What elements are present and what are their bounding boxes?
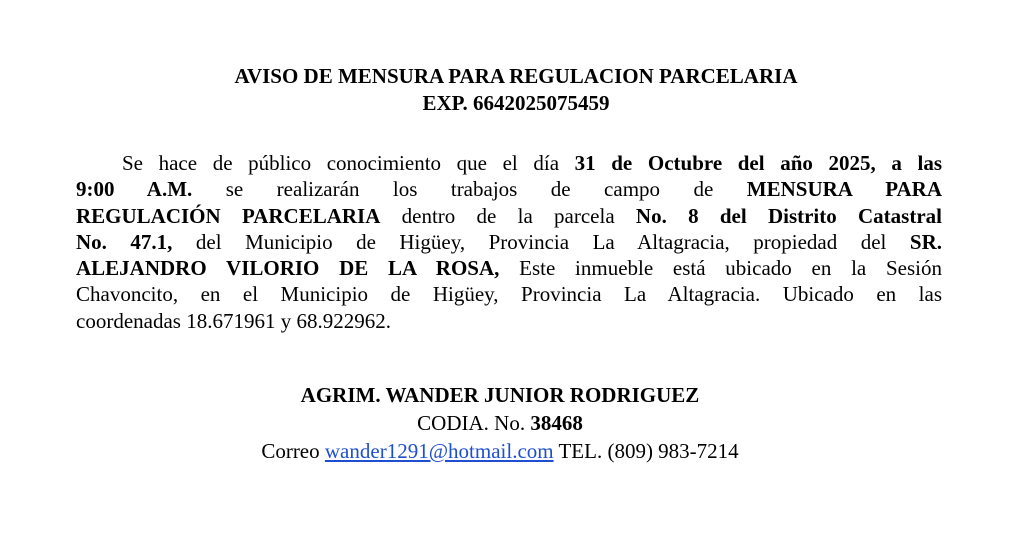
- email-label: Correo: [261, 439, 325, 463]
- codia-number: 38468: [530, 411, 583, 435]
- time-text: 9:00 A.M.: [76, 177, 193, 202]
- notice-body: [76, 150, 942, 334]
- owner-name: ALEJANDRO VILORIO DE LA ROSA,: [76, 256, 500, 281]
- body-line-2: [76, 176, 942, 202]
- body-text-5b: Este inmueble está ubicado en la Sesión: [499, 256, 942, 281]
- body-line-6: Chavoncito, en el Municipio de Higüey, Provincia La Altagracia. Ubicado en las: [76, 282, 942, 307]
- body-line-5: [76, 255, 942, 281]
- body-line-4: [76, 229, 942, 255]
- body-text-1a: Se hace de público conocimiento que el día: [122, 151, 575, 175]
- expedient-number: EXP. 6642025075459: [422, 91, 610, 115]
- body-text-3b: dentro de la parcela: [380, 203, 636, 228]
- parcel-text-2: No. 47.1,: [76, 229, 173, 254]
- owner-prefix: SR.: [909, 229, 942, 254]
- contact-line: [0, 438, 1012, 464]
- survey-type-text-1: MENSURA PARA: [746, 177, 942, 202]
- survey-type-text-2: REGULACIÓN PARCELARIA: [76, 203, 381, 228]
- codia-label: CODIA. No.: [417, 411, 531, 435]
- body-line-3: [76, 203, 942, 229]
- body-line-7: coordenadas 18.671961 y 68.922962.: [76, 308, 391, 333]
- date-text: 31 de Octubre del año 2025, a las: [574, 151, 942, 175]
- body-line-1: [76, 150, 942, 176]
- notice-title: AVISO DE MENSURA PARA REGULACION PARCELARIA: [234, 64, 798, 88]
- codia-line: [0, 410, 1012, 436]
- body-text-2b: se realizarán los trabajos de campo de: [192, 177, 747, 202]
- phone-text: TEL. (809) 983-7214: [553, 439, 739, 463]
- body-text-4b: del Municipio de Higüey, Provincia La Altagracia, propiedad del: [172, 229, 910, 254]
- parcel-text-1: No. 8 del Distrito Catastral: [635, 203, 942, 228]
- email-link[interactable]: wander1291@hotmail.com: [324, 439, 554, 463]
- surveyor-name: AGRIM. WANDER JUNIOR RODRIGUEZ: [300, 383, 700, 407]
